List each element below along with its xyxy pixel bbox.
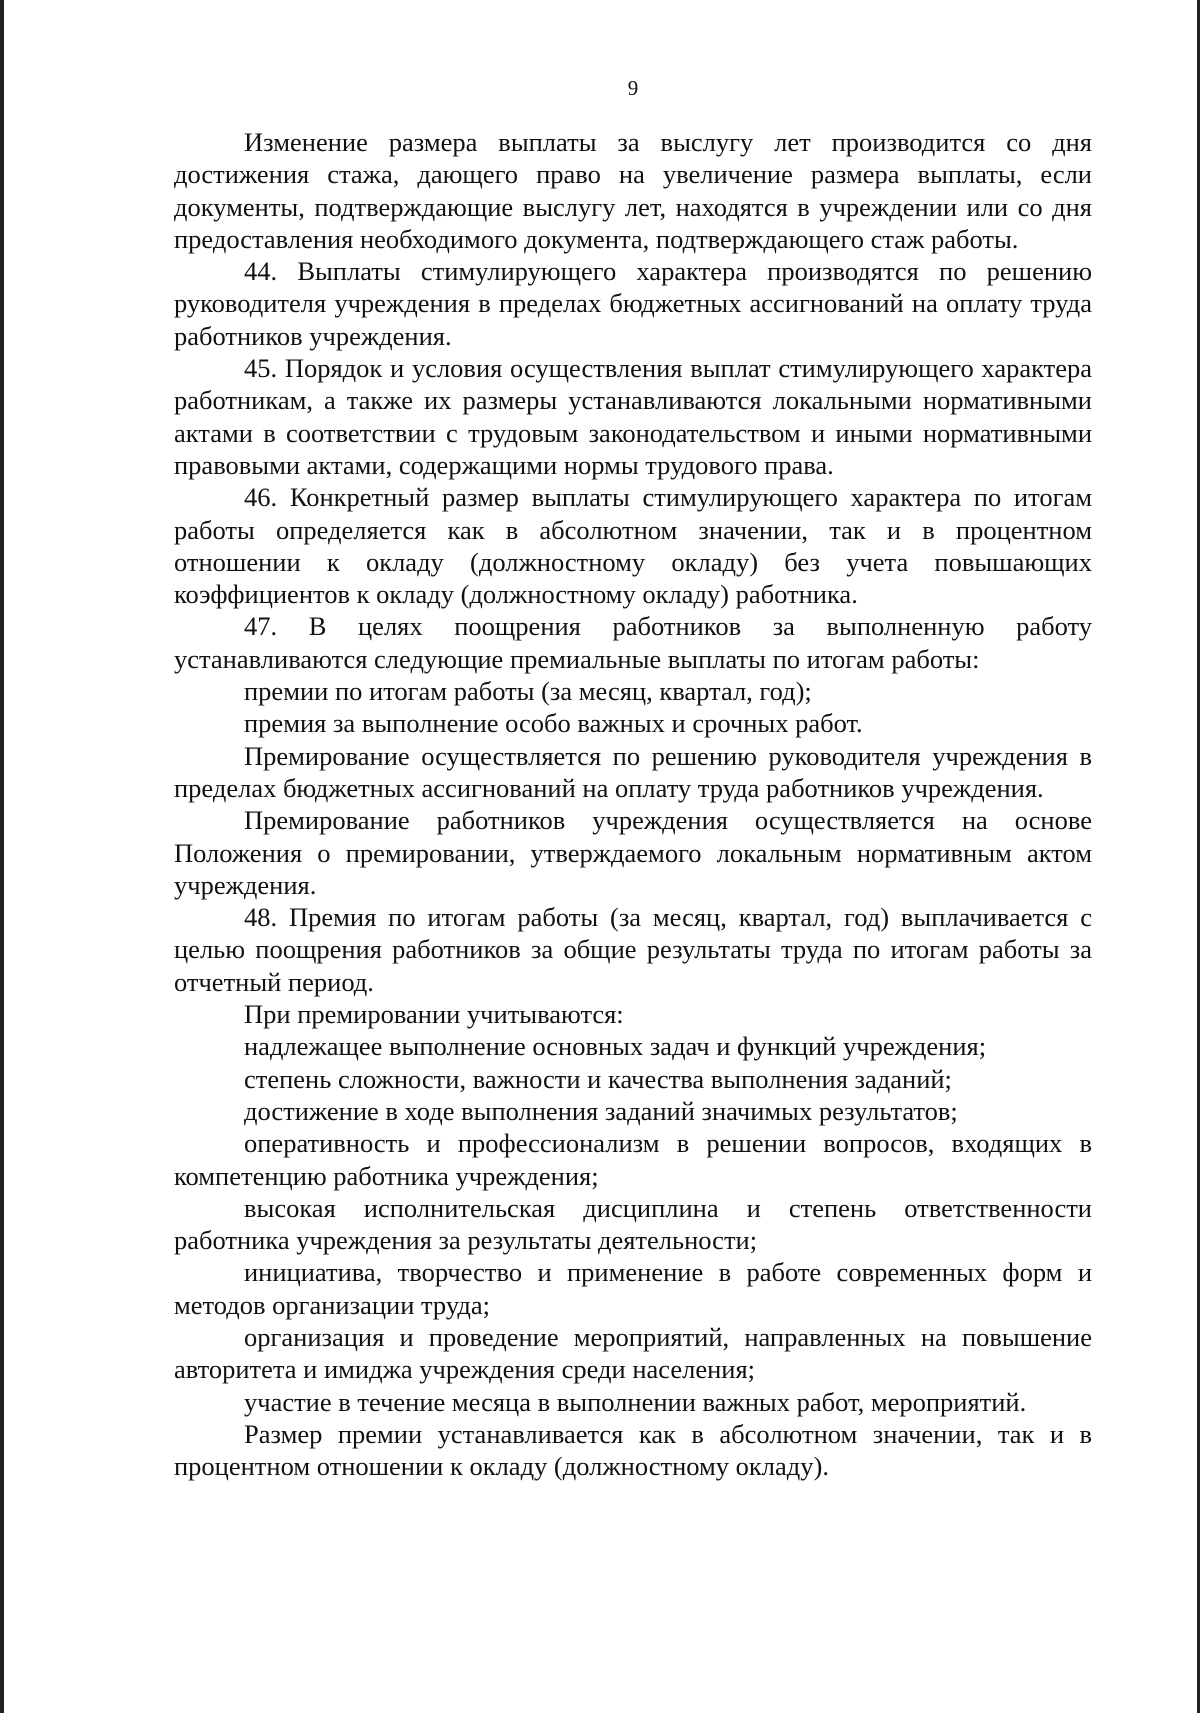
paragraph: премия за выполнение особо важных и срочных работ. [244,708,863,739]
paragraph: организация и проведение мероприятий, направленных на повышение авторитета и имиджа учреждения среди населения; [174,1321,1092,1385]
page-number: 9 [627,76,639,100]
paragraph: Изменение размера выплаты за выслугу лет производится со дня достижения стажа, дающего право на увеличение размера выплаты, если документы, подтверждающие выслугу лет, находятся в учреждении или со дня предоставления необходимого документа, подтверждающего стаж работы. [174,127,1092,254]
paragraph: 45. Порядок и условия осуществления выплат стимулирующего характера работникам, а также их размеры устанавливаются локальными нормативными актами в соответствии с трудовым законодательством и иными нормативными правовыми актами, содержащими нормы трудового права. [174,353,1092,480]
paragraph: надлежащее выполнение основных задач и функций учреждения; [244,1031,987,1062]
paragraph: высокая исполнительская дисциплина и степень ответственности работника учреждения за результаты деятельности; [174,1192,1092,1256]
paragraph: 44. Выплаты стимулирующего характера производятся по решению руководителя учреждения в пределах бюджетных ассигнований на оплату труда работников учреждения. [174,256,1092,351]
paragraph: При премировании учитываются: [244,999,624,1030]
paragraph: оперативность и профессионализм в решении вопросов, входящих в компетенцию работника учреждения; [174,1128,1092,1191]
paragraph: 48. Премия по итогам работы (за месяц, квартал, год) выплачивается с целью поощрения работников за общие результаты труда по итогам работы за отчетный период. [174,902,1092,997]
paragraph: участие в течение месяца в выполнении важных работ, мероприятий. [244,1386,1027,1417]
paragraph: Размер премии устанавливается как в абсолютном значении, так и в процентном отношении к окладу (должностному окладу). [174,1418,1092,1482]
paragraph: достижение в ходе выполнения заданий значимых результатов; [244,1095,958,1126]
paragraph: Премирование работников учреждения осуществляется на основе Положения о премировании, утверждаемого локальным нормативным актом учреждения. [174,805,1092,900]
paragraph: премии по итогам работы (за месяц, квартал, год); [244,676,812,707]
scan-edge-left [0,0,4,1713]
paragraph: степень сложности, важности и качества выполнения заданий; [244,1063,952,1094]
paragraph: инициатива, творчество и применение в работе современных форм и методов организации труда; [174,1257,1092,1320]
document-body [174,126,1092,1482]
paragraph: Премирование осуществляется по решению руководителя учреждения в пределах бюджетных ассигнований на оплату труда работников учреждения. [174,740,1092,803]
paragraph: 47. В целях поощрения работников за выполненную работу устанавливаются следующие премиальные выплаты по итогам работы: [174,611,1092,674]
paragraph: 46. Конкретный размер выплаты стимулирующего характера по итогам работы определяется как в абсолютном значении, так и в процентном отношении к окладу (должностному окладу) без учета повышающих коэффициентов к окладу (должностному окладу) работника. [174,482,1092,610]
